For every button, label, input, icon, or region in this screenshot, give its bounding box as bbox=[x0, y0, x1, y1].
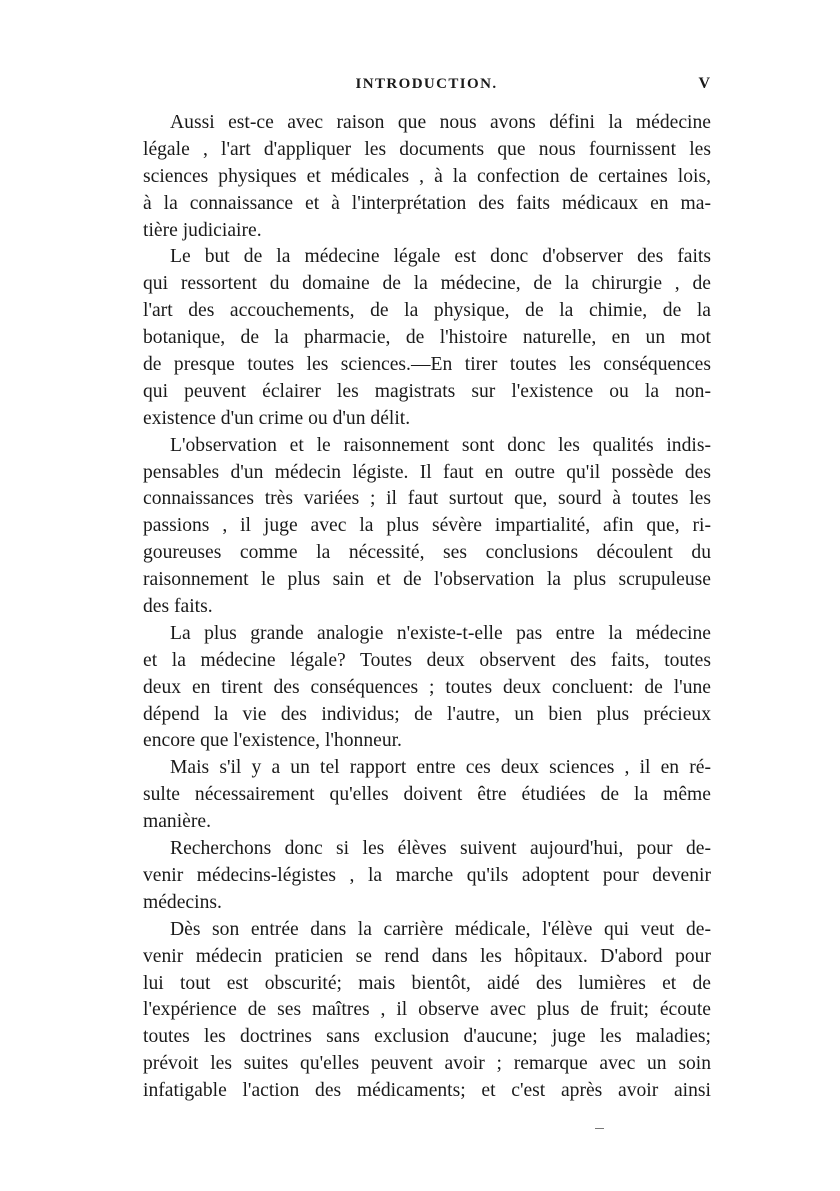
page-number: V bbox=[698, 75, 710, 92]
text-line: Dès son entrée dans la carrière médicale, l'élève qui veut de- bbox=[170, 918, 711, 940]
text-line: encore que l'existence, l'honneur. bbox=[143, 730, 402, 752]
text-line: et la médecine légale? Toutes deux observent des faits, toutes bbox=[143, 649, 711, 671]
text-line: venir médecins-légistes , la marche qu'ils adoptent pour devenir bbox=[143, 864, 711, 886]
text-line: deux en tirent des conséquences ; toutes deux concluent: de l'une bbox=[143, 676, 711, 698]
text-line: l'expérience de ses maîtres , il observe avec plus de fruit; écoute bbox=[143, 999, 711, 1021]
text-line: connaissances très variées ; il faut surtout que, sourd à toutes les bbox=[143, 488, 711, 510]
text-line: qui ressortent du domaine de la médecine, de la chirurgie , de bbox=[143, 273, 711, 295]
text-line: toutes les doctrines sans exclusion d'aucune; juge les maladies; bbox=[143, 1026, 711, 1048]
text-line: existence d'un crime ou d'un délit. bbox=[143, 407, 411, 429]
text-line: Aussi est-ce avec raison que nous avons défini la médecine bbox=[170, 112, 711, 133]
text-line: tière judiciaire. bbox=[143, 219, 262, 241]
print-mark bbox=[595, 1128, 604, 1129]
text-line: botanique, de la pharmacie, de l'histoire naturelle, en un mot bbox=[143, 327, 711, 349]
text-line: à la connaissance et à l'interprétation des faits médicaux en ma- bbox=[143, 192, 711, 214]
text-line: prévoit les suites qu'elles peuvent avoir ; remarque avec un soin bbox=[143, 1053, 711, 1075]
text-line: des faits. bbox=[143, 596, 213, 618]
text-line: Recherchons donc si les élèves suivent aujourd'hui, pour de- bbox=[170, 838, 711, 860]
running-head bbox=[143, 76, 710, 100]
text-line: qui peuvent éclairer les magistrats sur l'existence ou la non- bbox=[143, 380, 711, 402]
text-line: manière. bbox=[143, 811, 211, 833]
text-line: de presque toutes les sciences.—En tirer toutes les conséquences bbox=[143, 354, 711, 376]
text-line: lui tout est obscurité; mais bientôt, aidé des lumières et de bbox=[143, 972, 711, 994]
text-line: légale , l'art d'appliquer les documents que nous fournissent les bbox=[143, 138, 711, 160]
text-line: infatigable l'action des médicaments; et c'est après avoir ainsi bbox=[143, 1080, 711, 1102]
text-line: pensables d'un médecin légiste. Il faut en outre qu'il possède des bbox=[143, 461, 711, 483]
text-line: L'observation et le raisonnement sont donc les qualités indis- bbox=[170, 434, 711, 456]
text-line: l'art des accouchements, de la physique, de la chimie, de la bbox=[143, 300, 711, 322]
running-title: INTRODUCTION. bbox=[355, 76, 498, 92]
text-line: La plus grande analogie n'existe-t-elle pas entre la médecine bbox=[170, 622, 711, 644]
text-line: sciences physiques et médicales , à la confection de certaines lois, bbox=[143, 165, 711, 187]
text-line: raisonnement le plus sain et de l'observation la plus scrupuleuse bbox=[143, 569, 711, 591]
text-line: dépend la vie des individus; de l'autre, un bien plus précieux bbox=[143, 703, 711, 725]
text-line: venir médecin praticien se rend dans les hôpitaux. D'abord pour bbox=[143, 945, 711, 967]
text-line: Mais s'il y a un tel rapport entre ces deux sciences , il en ré- bbox=[170, 757, 711, 779]
text-line: médecins. bbox=[143, 891, 222, 913]
text-line: passions , il juge avec la plus sévère impartialité, afin que, ri- bbox=[143, 515, 711, 537]
body-text bbox=[143, 110, 711, 1105]
text-line: sulte nécessairement qu'elles doivent être étudiées de la même bbox=[143, 784, 711, 806]
text-line: goureuses comme la nécessité, ses conclusions découlent du bbox=[143, 542, 711, 564]
text-line: Le but de la médecine légale est donc d'observer des faits bbox=[170, 246, 711, 268]
